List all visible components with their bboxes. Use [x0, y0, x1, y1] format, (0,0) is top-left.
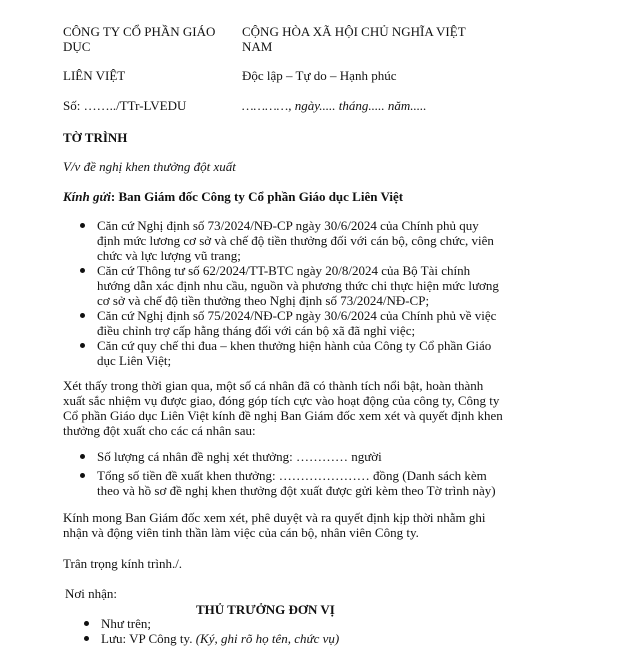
text-line: theo và hồ sơ đề nghị khen thưởng đột xuất được gửi kèm theo Tờ trình này) — [97, 483, 496, 498]
bullet-icon — [80, 343, 85, 348]
signer-title: THỦ TRƯỞNG ĐƠN VỊ — [196, 602, 335, 617]
list-item — [63, 468, 583, 498]
list-item — [63, 449, 583, 464]
company-name-line: CÔNG TY CỔ PHẦN GIÁO — [63, 24, 216, 39]
company-name-line: DỤC — [63, 39, 91, 54]
recipient-item-text: Như trên; — [101, 616, 152, 631]
legal-bases-list — [63, 218, 583, 368]
national-title-line: CỘNG HÒA XÃ HỘI CHỦ NGHĨA VIỆT — [242, 24, 466, 39]
document-title: TỜ TRÌNH — [63, 130, 128, 145]
text-line: Số lượng cá nhân đề nghị xét thưởng: ………… người — [97, 449, 382, 464]
company-subname: LIÊN VIỆT — [63, 68, 126, 83]
proposal-list — [63, 449, 583, 498]
bullet-icon — [84, 636, 89, 641]
text-line: nhận và động viên tinh thần làm việc của cán bộ, nhân viên Công ty. — [63, 525, 419, 540]
text-line: Tổng số tiền đề xuất khen thưởng: ………………… đồng (Danh sách kèm — [97, 468, 487, 483]
list-item — [63, 308, 583, 338]
bullet-icon — [80, 268, 85, 273]
text-line: xuất sắc nhiệm vụ được giao, đóng góp tích cực vào hoạt động của công ty, Công ty — [63, 393, 500, 408]
national-motto: Độc lập – Tự do – Hạnh phúc — [242, 68, 397, 83]
text-line: định mức lương cơ sở và chế độ tiền thưởng đối với cán bộ, công chức, viên — [97, 233, 494, 248]
text-line: hướng dẫn xác định nhu cầu, nguồn và phương thức chi thực hiện mức lương — [97, 278, 499, 293]
recipient-line — [63, 189, 403, 204]
recipients-list — [63, 616, 583, 646]
text-line: dục Liên Việt; — [97, 353, 172, 368]
text-line: Căn cứ Thông tư số 62/2024/TT-BTC ngày 20/8/2024 của Bộ Tài chính — [97, 263, 471, 278]
recipient-value: : Ban Giám đốc Công ty Cổ phần Giáo dục Liên Việt — [110, 189, 404, 204]
document-number: Số: ……../TTr-LVEDU — [63, 98, 187, 113]
text-line: Căn cứ quy chế thi đua – khen thưởng hiện hành của Công ty Cổ phần Giáo — [97, 338, 492, 353]
text-line: Căn cứ Nghị định số 75/2024/NĐ-CP ngày 30/6/2024 của Chính phủ về việc — [97, 308, 497, 323]
signature-note: (Ký, ghi rõ họ tên, chức vụ) — [192, 631, 340, 646]
national-title — [242, 24, 466, 54]
recipient-item-text: Lưu: VP Công ty. — [101, 631, 193, 646]
bullet-icon — [80, 223, 85, 228]
text-line: cơ sở và chế độ tiền thưởng theo Nghị định số 73/2024/NĐ-CP; — [97, 293, 430, 308]
request-paragraph — [63, 510, 485, 540]
text-line: điều chỉnh trợ cấp hằng tháng đối với cán bộ xã đã nghỉ việc; — [97, 323, 416, 338]
text-line: Xét thấy trong thời gian qua, một số cá nhân đã có thành tích nổi bật, hoàn thành — [63, 378, 484, 393]
bullet-icon — [80, 473, 85, 478]
text-line: thưởng đột xuất cho các cá nhân sau: — [63, 423, 256, 438]
list-item — [63, 338, 583, 368]
bullet-icon — [84, 621, 89, 626]
list-item — [63, 616, 583, 631]
text-line: Kính mong Ban Giám đốc xem xét, phê duyệt và ra quyết định kịp thời nhằm ghi — [63, 510, 486, 525]
list-item — [63, 263, 583, 308]
body-paragraph — [63, 378, 503, 438]
recipients-label: Nơi nhận: — [65, 586, 118, 601]
text-line: chức và lực lượng vũ trang; — [97, 248, 241, 263]
document-date: …………, ngày..... tháng..... năm..... — [242, 98, 427, 113]
bullet-icon — [80, 454, 85, 459]
company-name — [63, 24, 215, 54]
list-item — [63, 631, 583, 646]
text-line: Cổ phần Giáo dục Liên Việt kính đề nghị Ban Giám đốc xem xét và quyết định khen — [63, 408, 503, 423]
recipient-label: Kính gửi — [63, 189, 111, 204]
national-title-line: NAM — [242, 39, 273, 54]
document-subject: V/v đề nghị khen thưởng đột xuất — [63, 159, 236, 174]
closing-line: Trân trọng kính trình./. — [63, 556, 183, 571]
list-item — [63, 218, 583, 263]
bullet-icon — [80, 313, 85, 318]
text-line: Căn cứ Nghị định số 73/2024/NĐ-CP ngày 30/6/2024 của Chính phủ quy — [97, 218, 479, 233]
